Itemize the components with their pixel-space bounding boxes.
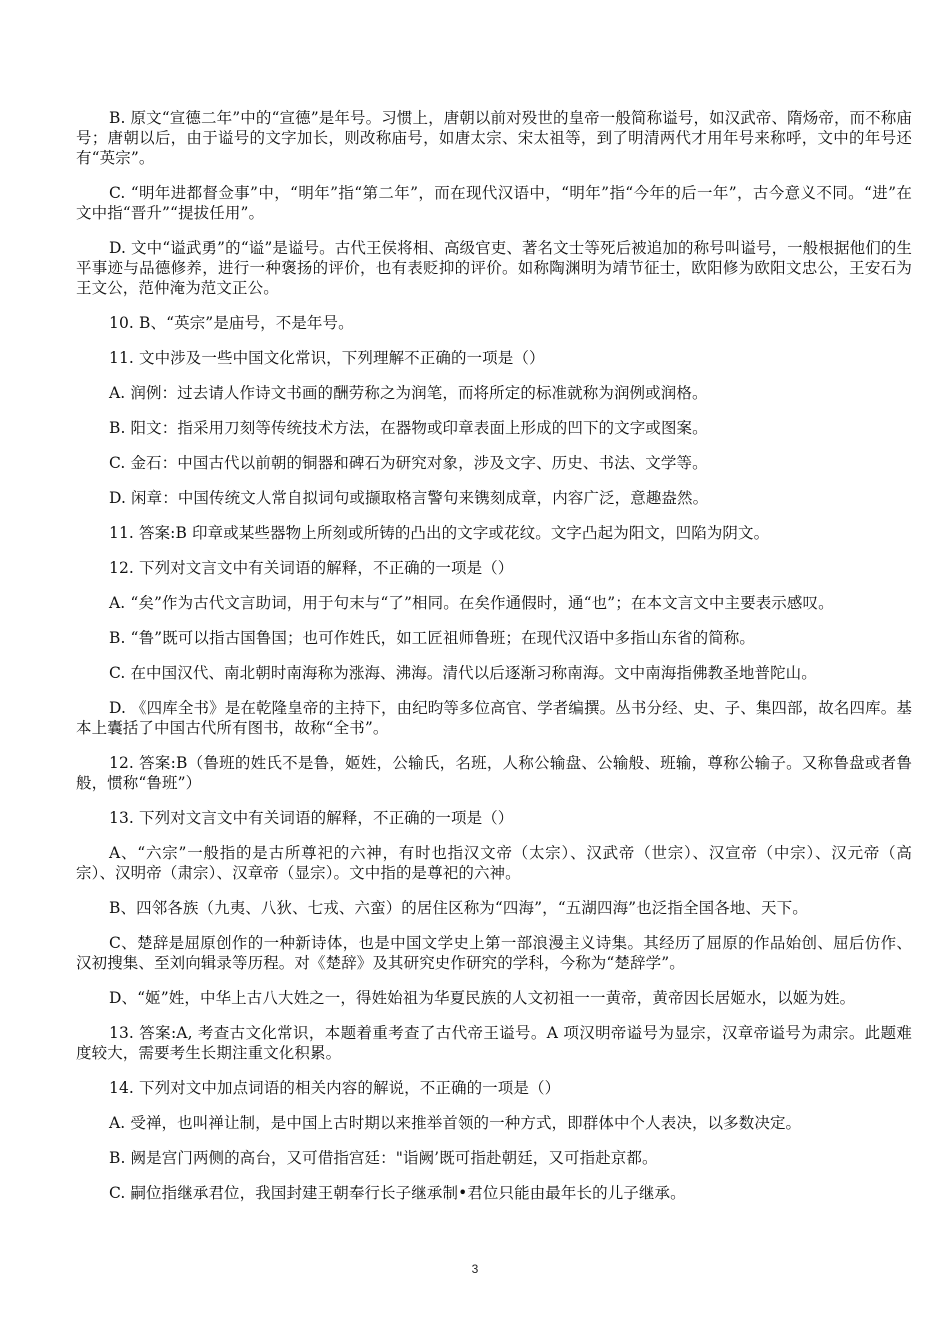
- paragraph-9c-explanation: C. “明年进都督佥事”中，“明年”指“第二年”，而在现代汉语中，“明年”指“今年的后一年”，古今意义不同。“进”在文中指“晋升”“提拔任用”。: [76, 184, 912, 222]
- answer-10: 10. B、“英宗”是庙号，不是年号。: [109, 314, 354, 332]
- option-14a: A. 受禅，也叫禅让制，是中国上古时期以来推举首领的一种方式，即群体中个人表决，以多数决定。: [109, 1114, 802, 1132]
- option-11c: C. 金石：中国古代以前朝的铜器和碑石为研究对象，涉及文字、历史、书法、文学等。: [109, 454, 708, 472]
- option-11b: B. 阳文：指采用刀刻等传统技术方法，在器物或印章表面上形成的凹下的文字或图案。: [109, 419, 708, 437]
- document-body: [76, 108, 912, 1218]
- paragraph-9d-explanation: D. 文中“谥武勇”的“谥”是谥号。古代王侯将相、高级官吏、著名文士等死后被追加的称号叫谥号，一般根据他们的生平事迹与品德修养，进行一种褒扬的评价，也有表贬抑的评价。如称陶渊明为靖节征士，欧阳修为欧阳文忠公，王安石为王文公，范仲淹为范文正公。: [76, 239, 912, 297]
- paragraph-9b-explanation: B. 原文“宣德二年”中的“宣德”是年号。习惯上，唐朝以前对殁世的皇帝一般简称谥号，如汉武帝、隋炀帝，而不称庙号；唐朝以后，由于谥号的文字加长，则改称庙号，如唐太宗、宋太祖等，到了明清两代才用年号来称呼，文中的年号还有“英宗”。: [76, 109, 912, 167]
- option-12c: C. 在中国汉代、南北朝时南海称为涨海、沸海。清代以后逐渐习称南海。文中南海指佛教圣地普陀山。: [109, 664, 817, 682]
- option-13d: D、“姬”姓，中华上古八大姓之一，得姓始祖为华夏民族的人文初祖一一黄帝，黄帝因长居姬水，以姬为姓。: [109, 989, 856, 1007]
- question-11: 11. 文中涉及一些中国文化常识，下列理解不正确的一项是（）: [109, 349, 545, 367]
- question-12: 12. 下列对文言文中有关词语的解释，不正确的一项是（）: [109, 559, 514, 577]
- question-13: 13. 下列对文言文中有关词语的解释，不正确的一项是（）: [109, 809, 514, 827]
- option-12b: B. “鲁”既可以指古国鲁国；也可作姓氏，如工匠祖师鲁班；在现代汉语中多指山东省的简称。: [109, 629, 755, 647]
- page-number: 3: [471, 1262, 479, 1276]
- question-14: 14. 下列对文中加点词语的相关内容的解说，不正确的一项是（）: [109, 1079, 561, 1097]
- option-11a: A. 润例：过去请人作诗文书画的酬劳称之为润笔，而将所定的标准就称为润例或润格。: [109, 384, 708, 402]
- option-12a: A. “矣”作为古代文言助词，用于句末与“了”相同。在矣作通假时，通“也”；在本文言文中主要表示感叹。: [109, 594, 834, 612]
- option-14c: C. 嗣位指继承君位，我国封建王朝奉行长子继承制•君位只能由最年长的儿子继承。: [109, 1184, 686, 1202]
- option-14b: B. 阙是宫门两侧的高台，又可借指宫廷："诣阙’既可指赴朝廷，又可指赴京都。: [109, 1149, 658, 1167]
- option-13c: C、楚辞是屈原创作的一种新诗体，也是中国文学史上第一部浪漫主义诗集。其经历了屈原的作品始创、屈后仿作、汉初搜集、至刘向辑录等历程。对《楚辞》及其研究史作研究的学科，今称为“楚辞学”。: [76, 934, 912, 972]
- option-13a: A、“六宗”一般指的是古所尊祀的六神，有时也指汉文帝（太宗）、汉武帝（世宗）、汉宣帝（中宗）、汉元帝（高宗）、汉明帝（肃宗）、汉章帝（显宗）。文中指的是尊祀的六神。: [76, 844, 912, 882]
- option-11d: D. 闲章：中国传统文人常自拟词句或撷取格言警句来镌刻成章，内容广泛，意趣盎然。: [109, 489, 709, 507]
- option-13b: B、四邻各族（九夷、八狄、七戎、六蛮）的居住区称为“四海”，“五湖四海”也泛指全国各地、天下。: [109, 899, 808, 917]
- answer-11: 11. 答案:B 印章或某些器物上所刻或所铸的凸出的文字或花纹。文字凸起为阳文，凹陷为阴文。: [109, 524, 770, 542]
- answer-13: 13. 答案:A, 考查古文化常识，本题着重考查了古代帝王谥号。A 项汉明帝谥号为显宗，汉章帝谥号为肃宗。此题难度较大，需要考生长期注重文化积累。: [76, 1024, 912, 1062]
- answer-12: 12. 答案:B（鲁班的姓氏不是鲁，姬姓，公输氏，名班，人称公输盘、公输般、班输，尊称公输子。又称鲁盘或者鲁般，惯称“鲁班”）: [76, 754, 912, 792]
- option-12d: D. 《四库全书》是在乾隆皇帝的主持下，由纪昀等多位高官、学者编撰。丛书分经、史、子、集四部，故名四库。基本上囊括了中国古代所有图书，故称“全书”。: [76, 699, 912, 737]
